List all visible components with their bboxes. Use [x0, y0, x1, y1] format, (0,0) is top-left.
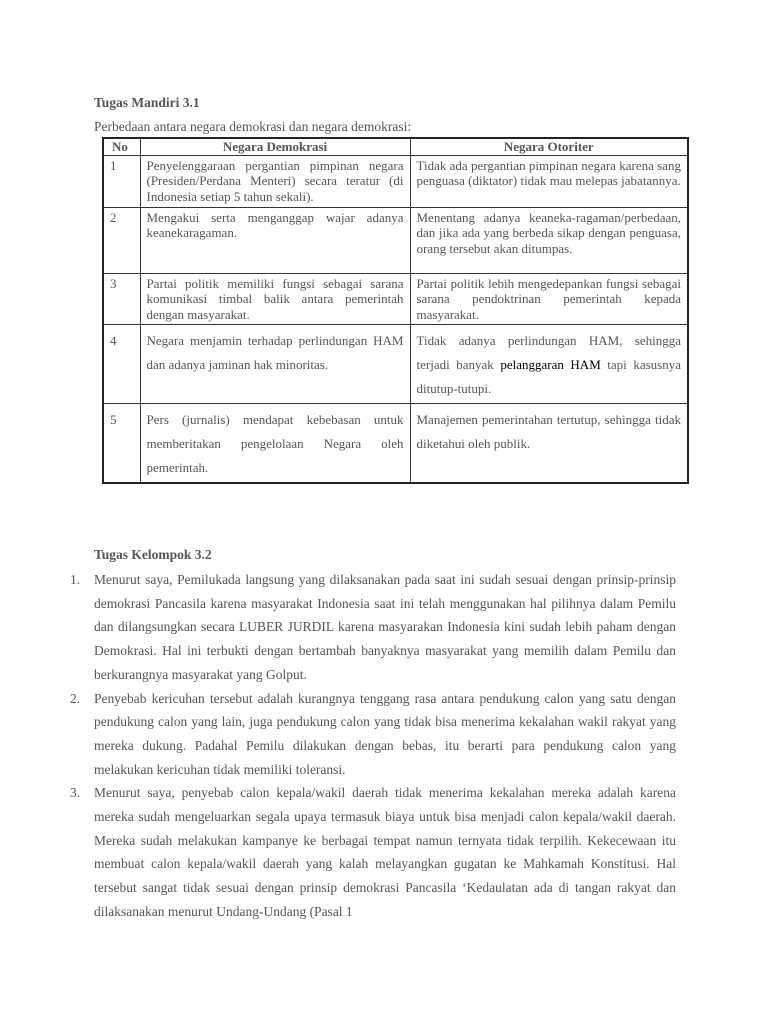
table-row — [103, 207, 688, 273]
otoriter-text-a: Tidak adanya perlindungan HAM, sehingga terjadi banyak — [416, 333, 681, 372]
table-header-row — [103, 138, 688, 155]
list-item — [70, 687, 676, 782]
header-otoriter: Negara Otoriter — [410, 138, 688, 155]
row-number: 5 — [103, 404, 140, 484]
table-row — [103, 273, 688, 325]
item-number: 3. — [70, 785, 81, 801]
cell-otoriter: Manajemen pemerintahan tertutup, sehingga tidak diketahui oleh publik. — [410, 404, 688, 484]
item-text: Penyebab kericuhan tersebut adalah kurangnya tenggang rasa antara pendukung calon yang satu dengan pendukung calon yang lain, juga pendukung calon yang tidak bisa menerima kekalahan wakil rakyat yang mereka dukung. Padahal Pemilu dilakukan dengan bebas, itu berarti para pendukung calon yang melakukan kericuhan tidak memiliki toleransi. — [94, 690, 676, 777]
header-demokrasi: Negara Demokrasi — [140, 138, 410, 155]
item-number: 1. — [70, 572, 81, 587]
header-no: No — [103, 138, 140, 155]
table-row — [103, 325, 688, 404]
cell-demokrasi: Negara menjamin terhadap perlindungan HAM dan adanya jaminan hak minoritas. — [140, 325, 410, 404]
cell-demokrasi: Pers (jurnalis) mendapat kebebasan untuk memberitakan pengelolaan Negara oleh pemerintah. — [140, 404, 410, 484]
comparison-table — [102, 137, 689, 484]
cell-otoriter — [410, 325, 688, 404]
cell-otoriter: Menentang adanya keaneka-ragaman/perbedaan, dan jika ada yang berbeda sikap dengan penguasa, orang tersebut akan ditumpas. — [410, 207, 688, 273]
table-row — [103, 404, 688, 484]
task2-title: Tugas Kelompok 3.2 — [94, 547, 212, 562]
item-text: Menurut saya, Pemilukada langsung yang dilaksanakan pada saat ini sudah sesuai dengan prinsip-prinsip demokrasi Pancasila karena masyarakat Indonesia saat ini telah menggunakan hal pilihnya dalam Pemilu dan dilangsungkan secara LUBER JURDIL karena masyarakan Indonesia kini sudah lebih paham dengan Demokrasi. Hal ini terbukti dengan bertambah banyaknya masyarakat yang memilih dalam Pemilu dan berkurangnya masyarakat yang Golput. — [94, 572, 676, 682]
list-item — [70, 781, 676, 923]
row-number: 3 — [103, 273, 140, 325]
cell-otoriter: Partai politik lebih mengedepankan fungsi sebagai sarana pendoktrinan pemerintah kepada masyarakat. — [410, 273, 688, 325]
row-number: 1 — [103, 155, 140, 207]
cell-demokrasi: Penyelenggaraan pergantian pimpinan negara (Presiden/Perdana Menteri) secara teratur (di Indonesia setiap 5 tahun sekali). — [140, 155, 410, 207]
row-number: 2 — [103, 207, 140, 273]
table-row — [103, 155, 688, 207]
cell-demokrasi: Partai politik memiliki fungsi sebagai sarana komunikasi timbal balik antara pemerintah dengan masyarakat. — [140, 273, 410, 325]
list-item — [70, 568, 676, 687]
item-text: Menurut saya, penyebab calon kepala/wakil daerah tidak menerima kekalahan mereka adalah karena mereka sudah mengeluarkan segala upaya termasuk biaya untuk bisa menjadi calon kepala/wakil daerah. Mereka sudah melakukan kampanye ke berbagai tempat namun ternyata tidak terpilih. Kekecewaan itu membuat calon kepala/wakil daerah yang kalah melayangkan gugatan ke Mahkamah Konstitusi. Hal tersebut sangat tidak sesuai dengan prinsip demokrasi Pancasila ‘Kedaulatan ada di tangan rakyat dan dilaksanakan menurut Undang-Undang (Pasal 1 — [94, 785, 676, 919]
task1-intro: Perbedaan antara negara demokrasi dan negara demokrasi: — [94, 119, 412, 134]
task1-title: Tugas Mandiri 3.1 — [94, 95, 200, 110]
item-number: 2. — [70, 690, 81, 706]
answer-list — [70, 568, 676, 924]
highlight-pelanggaran-ham: pelanggaran HAM — [500, 357, 601, 372]
otoriter-text-c: tapi kasusnya ditutup-tutupi. — [416, 357, 681, 396]
cell-otoriter: Tidak ada pergantian pimpinan negara karena sang penguasa (diktator) tidak mau melepas jabatannya. — [410, 155, 688, 207]
row-number: 4 — [103, 325, 140, 404]
cell-demokrasi: Mengakui serta menganggap wajar adanya keanekaragaman. — [140, 207, 410, 273]
